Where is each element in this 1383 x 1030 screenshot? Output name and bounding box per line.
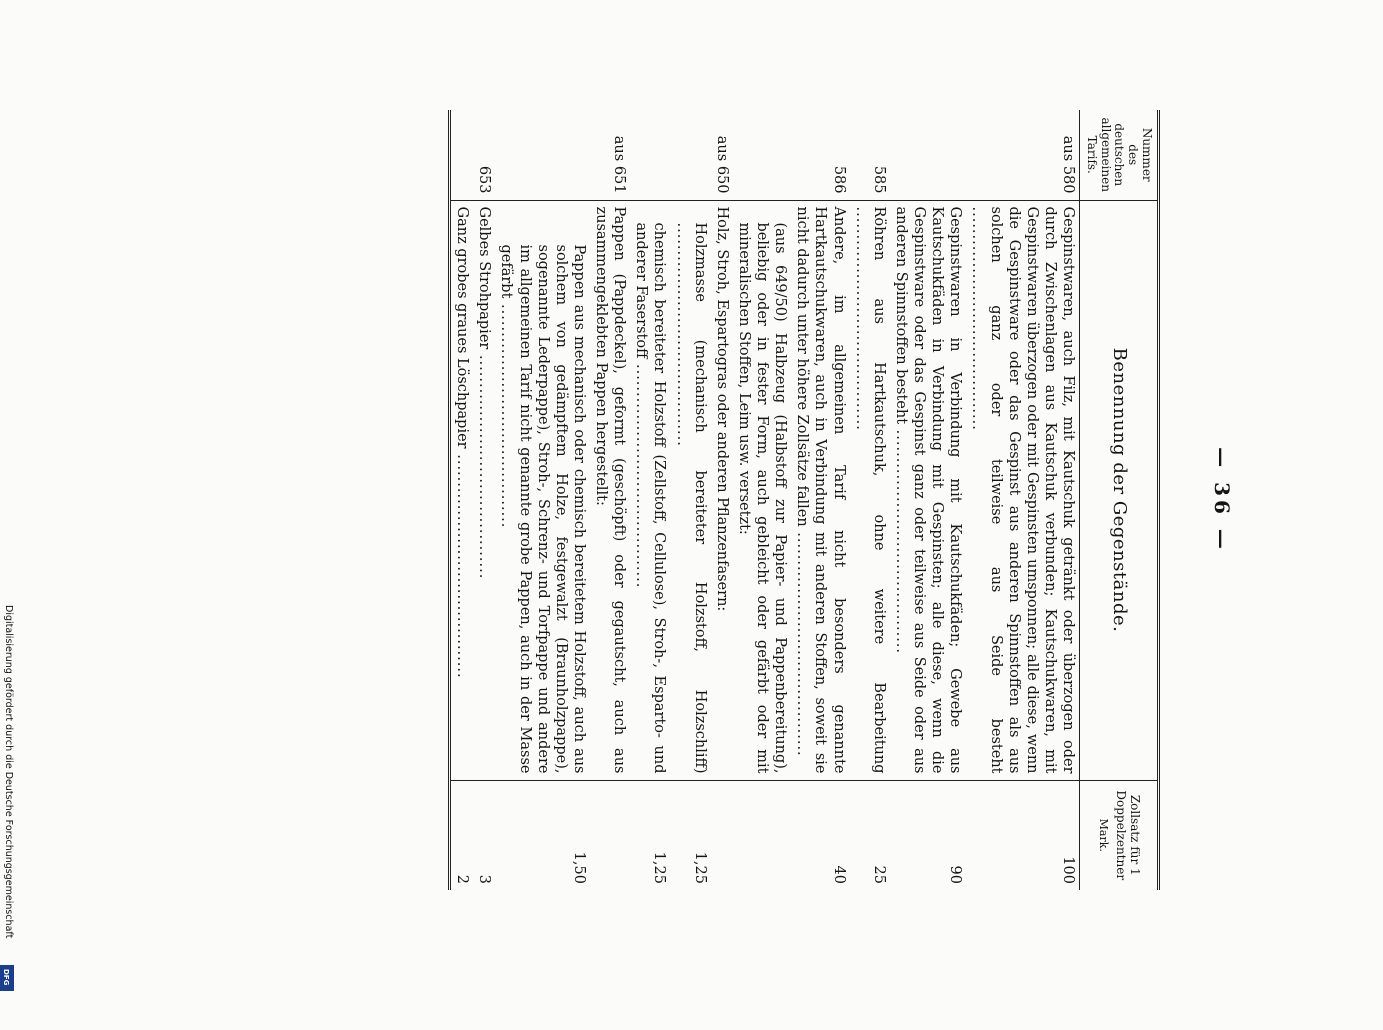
tariff-number: aus 651 [590,110,630,200]
duty-rate: 1,50 [495,780,590,890]
duty-rate: 100 [966,780,1079,890]
tariff-number [733,110,791,200]
header-number: Nummer des deutschen allgemeinen Tarifs. [1080,110,1159,200]
item-description: chemisch bereiteter Holzstoff (Zellstoff, Cellulose), Stroh-, Esparto- und anderer Faserstoff ..... [630,200,670,780]
margin-note [0,0,16,1000]
table-row [450,110,474,890]
item-description: Gespinstwaren, auch Filz, mit Kautschuk getränkt oder überzogen oder durch Zwischenlagen aus Kautschuk verbunden; Kautschukwaren, mit Gespinstwaren überzogen oder mit Gespinsten umsponnen; alle diese, wenn die Gespinstware oder das Gespinst aus anderen Spinnstoffen als aus solchen ganz oder teilweise aus Seide besteht ..... [966,200,1079,780]
tariff-number [890,110,967,200]
header-description: Benennung der Gegenstände. [1080,200,1159,780]
duty-rate: 1,25 [630,780,670,890]
table-row [590,110,630,890]
item-description: Ganz grobes graues Löschpapier ..... [450,200,474,780]
page-number: — 36 — [1210,447,1234,553]
header-rate [1080,780,1159,890]
table-row [850,110,890,890]
item-description: Pappen (Pappdeckel), geformt (geschöpft) oder gegautscht, auch aus zusammengeklebten Pappen hergestellt: [593,206,628,774]
table-header-row [1080,110,1159,890]
header-rate-label: Zollsatz für 1 Doppelzentner [1113,790,1142,881]
item-description: Holzmasse (mechanisch bereiteter Holzstoff, Holzschliff) ..... [670,200,710,780]
header-rate-unit: Mark. [1097,818,1111,852]
item-description: Andere, im allgemeinen Tarif nicht besonders genannte Hartkautschukwaren, auch in Verbindung mit anderen Stoffen, soweit sie nicht dadurch unter höhere Zollsätze fallen ..... [791,200,849,780]
table-row [495,110,590,890]
digitization-note: Digitalisierung gefördert durch die Deutsche Forschungsgemeinschaft [3,605,14,939]
tariff-number: aus 580 [966,110,1079,200]
duty-rate [733,780,791,890]
item-description: Gelbes Strohpapier ..... [473,200,495,780]
tariff-number: 653 [473,110,495,200]
duty-rate: 90 [890,780,967,890]
duty-rate: 3 [473,780,495,890]
table-body [450,110,1080,890]
duty-rate: 2 [450,780,474,890]
tariff-number: 586 [791,110,849,200]
item-description: (aus 649/50) Halbzeug (Halbstoff zur Papier- und Pappenbereitung), beliebig oder in fester Form, auch gebleicht oder gefärbt oder mit mineralischen Stoffen, Leim usw. versetzt: [735,222,789,774]
page [250,110,1234,1030]
tariff-number: aus 650 [711,110,733,200]
table-row [630,110,670,890]
tariff-table [448,110,1160,890]
item-description: Pappen aus mechanisch oder chemisch bereitetem Holzstoff, auch aus solchem von gedämpftem Holze, festgewalzt (Braunholzpappe), sogenannte Lederpappe), Stroh-, Schrenz- und Torfpappe und andere im allgemeinen Tarif nicht genannte grobe Pappen, auch in der Masse gefärbt ..... [495,200,590,780]
duty-rate [590,780,630,890]
item-description: Holz, Stroh, Espartogras oder anderen Pflanzenfasern: [713,206,730,612]
tariff-number [670,110,710,200]
tariff-number: 585 [850,110,890,200]
table-row [966,110,1079,890]
table-row [791,110,849,890]
dfg-logo-icon [0,965,14,991]
table-row [670,110,710,890]
table-row [473,110,495,890]
table-row [711,110,733,890]
item-description: Röhren aus Hartkautschuk, ohne weitere Bearbeitung ..... [850,200,890,780]
duty-rate: 1,25 [670,780,710,890]
tariff-number [630,110,670,200]
duty-rate: 40 [791,780,849,890]
duty-rate: 25 [850,780,890,890]
table-row [890,110,967,890]
duty-rate [711,780,733,890]
dfg-logo-text: DFG [2,969,10,986]
tariff-number [495,110,590,200]
tariff-number [450,110,474,200]
table-row [733,110,791,890]
item-description: Gespinstwaren in Verbindung mit Kautschukfäden; Gewebe aus Kautschukfäden in Verbindung mit Gespinsten; alle diese, wenn die Gespinstware oder das Gespinst ganz oder teilweise aus Seide oder aus anderen Spinnstoffen besteht ..... [890,200,967,780]
rotated-content [240,110,1234,890]
